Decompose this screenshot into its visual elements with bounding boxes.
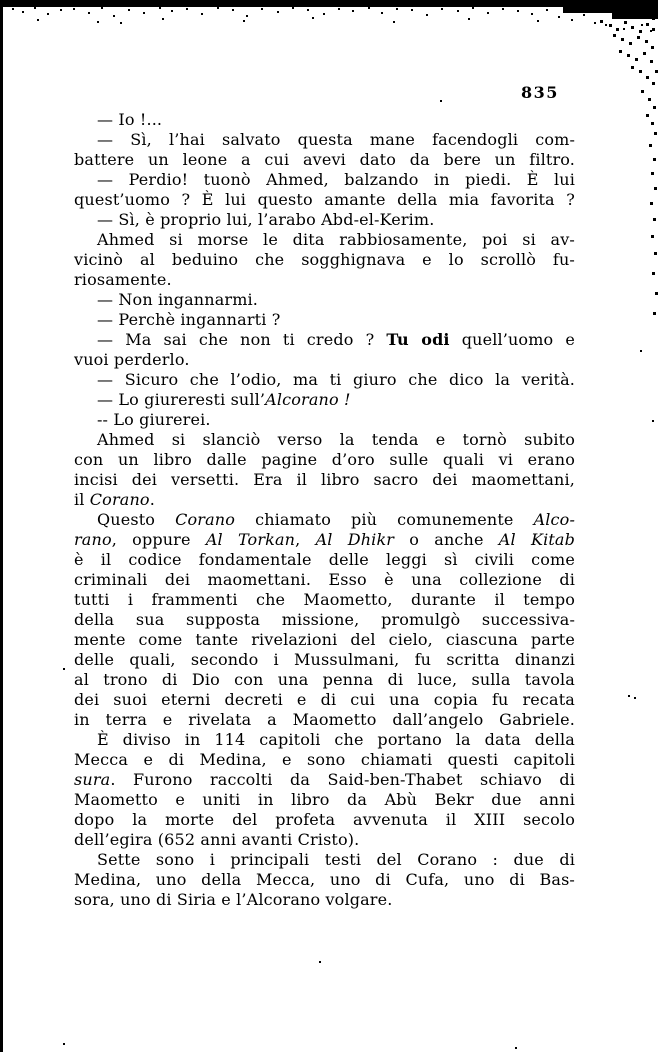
text-segment: -- Lo giurerei. [97, 410, 211, 429]
text-line [74, 170, 575, 190]
text-segment: — Lo giureresti sull’ [97, 390, 266, 409]
text-line [74, 290, 575, 310]
text-segment: incisi dei versetti. Era il libro sacro dei maomettani, [74, 470, 575, 489]
text-line [74, 750, 575, 770]
text-line [74, 390, 575, 410]
text-line [74, 310, 575, 330]
text-line [74, 850, 575, 870]
text-line [74, 550, 575, 570]
text-segment: Mecca e di Medina, e sono chiamati questi capitoli [74, 750, 575, 769]
text-segment: — Ma sai che non ti credo ? [97, 330, 387, 349]
text-line [74, 490, 575, 510]
text-segment: con un libro dalle pagine d’oro sulle quali vi erano [74, 450, 575, 469]
text-segment: È diviso in 114 capitoli che portano la data della [97, 730, 575, 749]
text-segment: . Furono raccolti da Said-ben-Thabet schiavo di [110, 770, 575, 789]
text-line [74, 670, 575, 690]
text-line [74, 190, 575, 210]
scan-edge-top-corner [612, 0, 658, 19]
text-segment: rano [74, 530, 112, 549]
text-segment: — Io !... [97, 110, 163, 129]
text-line [74, 350, 575, 370]
scan-speckle-corner [0, 0, 3, 3]
text-line [74, 690, 575, 710]
text-line [74, 230, 575, 250]
text-line [74, 570, 575, 590]
text-line [74, 790, 575, 810]
text-segment: Corano [89, 490, 150, 509]
text-line [74, 150, 575, 170]
text-line [74, 330, 575, 350]
text-line [74, 630, 575, 650]
text-segment: — Perchè ingannarti ? [97, 310, 281, 329]
text-segment: Sette sono i principali testi del Corano : due di [97, 850, 575, 869]
text-segment: dei suoi eterni decreti e di cui una copia fu recata [74, 690, 575, 709]
text-segment: è il codice fondamentale delle leggi sì civili come [74, 550, 575, 569]
text-line [74, 590, 575, 610]
text-line [74, 110, 575, 130]
text-segment: vicinò al beduino che sogghignava e lo scrollò fu- [74, 250, 575, 269]
page-number: 835 [521, 83, 559, 102]
scan-edge-left [0, 0, 3, 1052]
text-line [74, 450, 575, 470]
text-segment: — Sicuro che l’odio, ma ti giuro che dico la verità. [97, 370, 575, 389]
text-line [74, 730, 575, 750]
text-segment: battere un leone a cui avevi dato da bere un filtro. [74, 150, 575, 169]
text-segment: Al Torkan [205, 530, 296, 549]
text-segment: mente come tante rivelazioni del cielo, ciascuna parte [74, 630, 575, 649]
text-segment: Al Dhikr [315, 530, 395, 549]
text-segment: Al Kitab [498, 530, 575, 549]
text-segment: vuoi perderlo. [74, 350, 190, 369]
text-segment: . [149, 490, 155, 509]
text-segment: — Sì, l’hai salvato questa mane facendogli com- [97, 130, 575, 149]
text-segment: Alcorano ! [265, 390, 351, 409]
text-segment: o anche [394, 530, 499, 549]
text-segment: Ahmed si slanciò verso la tenda e tornò subito [97, 430, 575, 449]
text-line [74, 610, 575, 630]
text-line [74, 770, 575, 790]
text-line [74, 830, 575, 850]
text-line [74, 810, 575, 830]
text-line [74, 250, 575, 270]
text-line [74, 650, 575, 670]
text-segment: , oppure [111, 530, 206, 549]
text-segment: — Sì, è proprio lui, l’arabo Abd-el-Kerim. [97, 210, 435, 229]
text-segment: , [295, 530, 316, 549]
text-segment: riosamente. [74, 270, 172, 289]
scan-edge-top [0, 0, 658, 7]
text-line [74, 890, 575, 910]
text-segment: dell’egira (652 anni avanti Cristo). [74, 830, 360, 849]
text-segment: sura [74, 770, 111, 789]
text-line [74, 710, 575, 730]
text-segment: quell’uomo e [449, 330, 575, 349]
text-line [74, 130, 575, 150]
text-segment: — Perdio! tuonò Ahmed, balzando in piedi. È lui [97, 170, 575, 189]
text-line [74, 430, 575, 450]
text-segment: Questo [97, 510, 176, 529]
text-block [74, 110, 575, 910]
text-segment: Maometto e uniti in libro da Abù Bekr due anni [74, 790, 575, 809]
text-segment: Ahmed si morse le dita rabbiosamente, poi si av- [97, 230, 575, 249]
text-segment: sora, uno di Siria e l’Alcorano volgare. [74, 890, 393, 909]
text-segment: criminali dei maomettani. Esso è una collezione di [74, 570, 575, 589]
text-segment: chiamato più comunemente [235, 510, 534, 529]
text-segment: Alco- [533, 510, 575, 529]
text-line [74, 370, 575, 390]
text-segment: quest’uomo ? È lui questo amante della mia favorita ? [74, 190, 575, 209]
text-segment: della sua supposta missione, promulgò successiva- [74, 610, 575, 629]
text-line [74, 510, 575, 530]
text-line [74, 870, 575, 890]
text-line [74, 470, 575, 490]
text-segment: — Non ingannarmi. [97, 290, 259, 309]
text-line [74, 210, 575, 230]
text-segment: al trono di Dio con una penna di luce, sulla tavola [74, 670, 575, 689]
text-segment: Corano [175, 510, 236, 529]
text-segment: Tu odi [386, 330, 450, 349]
text-line [74, 530, 575, 550]
text-segment: delle quali, secondo i Mussulmani, fu scritta dinanzi [74, 650, 575, 669]
text-segment: tutti i frammenti che Maometto, durante il tempo [74, 590, 575, 609]
text-line [74, 410, 575, 430]
text-segment: in terra e rivelata a Maometto dall’angelo Gabriele. [74, 710, 575, 729]
text-segment: il [74, 490, 90, 509]
text-segment: Medina, uno della Mecca, uno di Cufa, uno di Bas- [74, 870, 575, 889]
text-segment: dopo la morte del profeta avvenuta il XIII secolo [74, 810, 575, 829]
text-line [74, 270, 575, 290]
